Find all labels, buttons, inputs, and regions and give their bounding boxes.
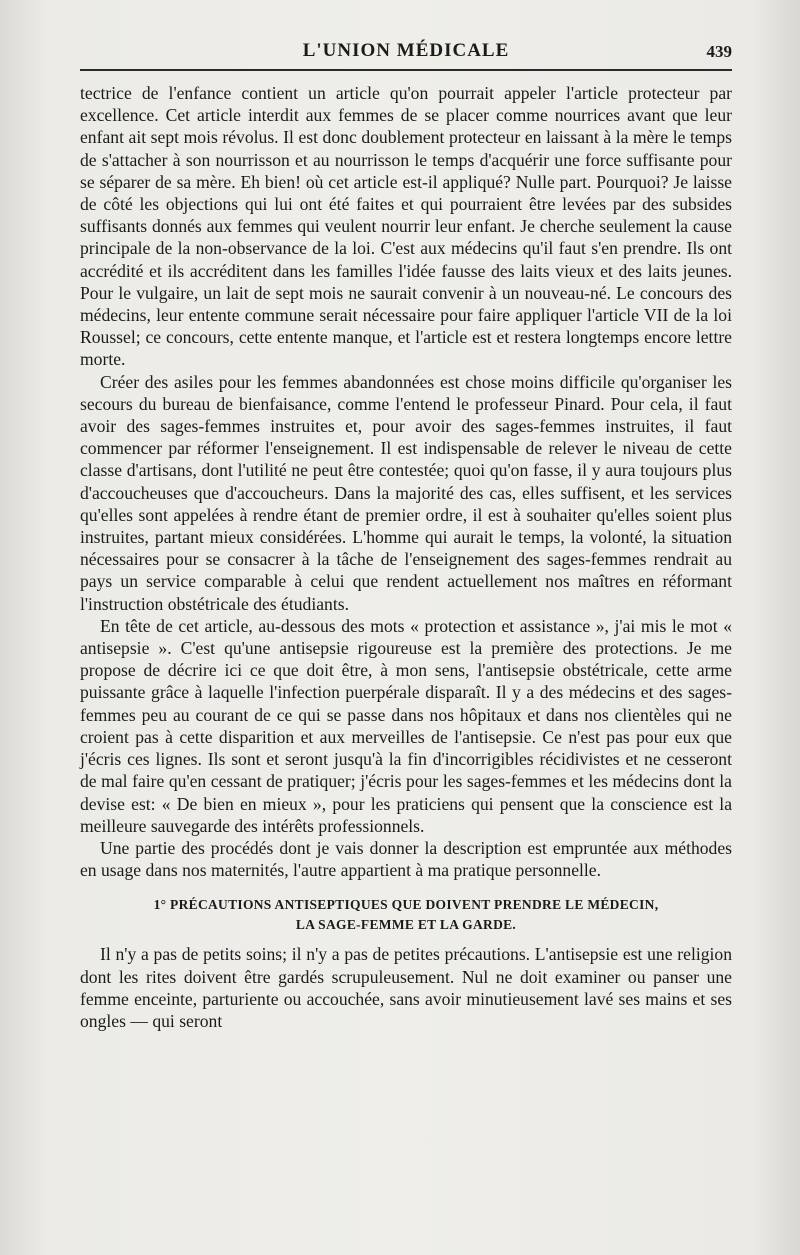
- section-heading-line-1: 1° PRÉCAUTIONS ANTISEPTIQUES QUE DOIVENT PRENDRE LE MÉDECIN,: [153, 897, 659, 913]
- section-heading: [80, 895, 732, 935]
- paragraph: En tête de cet article, au-dessous des mots « protection et assistance », j'ai mis le mot « antisepsie ». C'est qu'une antisepsie rigoureuse est la première des protections. Je me propose de décrire ici ce que doit être, à mon sens, l'antisepsie obstétricale, cette arme puissante grâce à laquelle l'infection puerpérale disparaît. Il y a des médecins et des sages-femmes peu au courant de ce qui se passe dans nos hôpitaux et dans nos clientèles qui ne croient pas à cette disparition et aux merveilles de l'antisepsie. Ce n'est pas pour eux que j'écris ces lignes. Ils sont et seront jusqu'à la fin d'incorrigibles récidivistes et ne cesseront de mal faire qu'en cessant de pratiquer; j'écris pour les sages-femmes et les médecins dont la devise est: « De bien en mieux », pour les praticiens qui pensent que la conscience est la meilleure sauvegarde des intérêts professionnels.: [80, 615, 732, 836]
- paragraph: tectrice de l'enfance contient un article qu'on pourrait appeler l'article protecteur par excellence. Cet article interdit aux femmes de se placer comme nourrices avant que leur enfant ait sept mois révolus. Il est donc doublement protecteur en laissant à la mère le temps de s'attacher à son nourrisson et au nourrisson le temps d'acquérir une force suffisante pour se séparer de sa mère. Eh bien! où cet article est-il appliqué? Nulle part. Pourquoi? Je laisse de côté les objections qui lui ont été faites et qui pourraient être levées par des subsides suffisants donnés aux femmes qui veulent nourrir leur enfant. Je cherche seulement la cause principale de la non-observance de la loi. C'est aux médecins qu'il faut s'en prendre. Ils ont accrédité et ils accréditent dans les familles l'idée fausse des laits vieux et des laits jeunes. Pour le vulgaire, un lait de sept mois ne saurait convenir à un nouveau-né. Le concours des médecins, leur entente commune serait nécessaire pour faire appliquer l'article VII de la loi Roussel; ce concours, cette entente manque, et l'article est et restera longtemps encore lettre morte.: [80, 83, 732, 370]
- header-rule: [80, 69, 732, 71]
- paragraph: Créer des asiles pour les femmes abandonnées est chose moins difficile qu'organiser les secours du bureau de bienfaisance, comme l'entend le professeur Pinard. Pour cela, il faut avoir des sages-femmes instruites et, pour avoir des sages-femmes instruites, il faut commencer par réformer l'enseignement. Il est indispensable de relever le niveau de cette classe d'artisans, dont l'utilité ne peut être contestée; quoi qu'on fasse, il y aura toujours plus d'accoucheuses que d'accoucheurs. Dans la majorité des cas, elles suffisent, et les services qu'elles sont appelées à rendre étant de premier ordre, il est à souhaiter qu'elles soient plus instruites, partant mieux considérées. L'homme qui aurait le temps, la volonté, la situation nécessaires pour se consacrer à la tâche de l'enseignement des sages-femmes rendrait au pays un service comparable à celui que rendent actuellement nos maîtres en réformant l'instruction obstétricale des étudiants.: [80, 371, 732, 614]
- page-number: 439: [706, 42, 732, 61]
- page-header: [80, 38, 732, 68]
- body-text: [80, 82, 732, 1032]
- running-title: L'UNION MÉDICALE: [302, 40, 510, 61]
- paragraph: Une partie des procédés dont je vais donner la description est empruntée aux méthodes en usage dans nos maternités, l'autre appartient à ma pratique personnelle.: [80, 837, 732, 881]
- paragraph: Il n'y a pas de petits soins; il n'y a pas de petites précautions. L'antisepsie est une religion dont les rites doivent être gardés scrupuleusement. Nul ne doit examiner ou panser une femme enceinte, parturiente ou accouchée, sans avoir minutieusement lavé ses mains et ses ongles — qui seront: [80, 944, 732, 1031]
- section-heading-line-2: LA SAGE-FEMME ET LA GARDE.: [295, 917, 517, 933]
